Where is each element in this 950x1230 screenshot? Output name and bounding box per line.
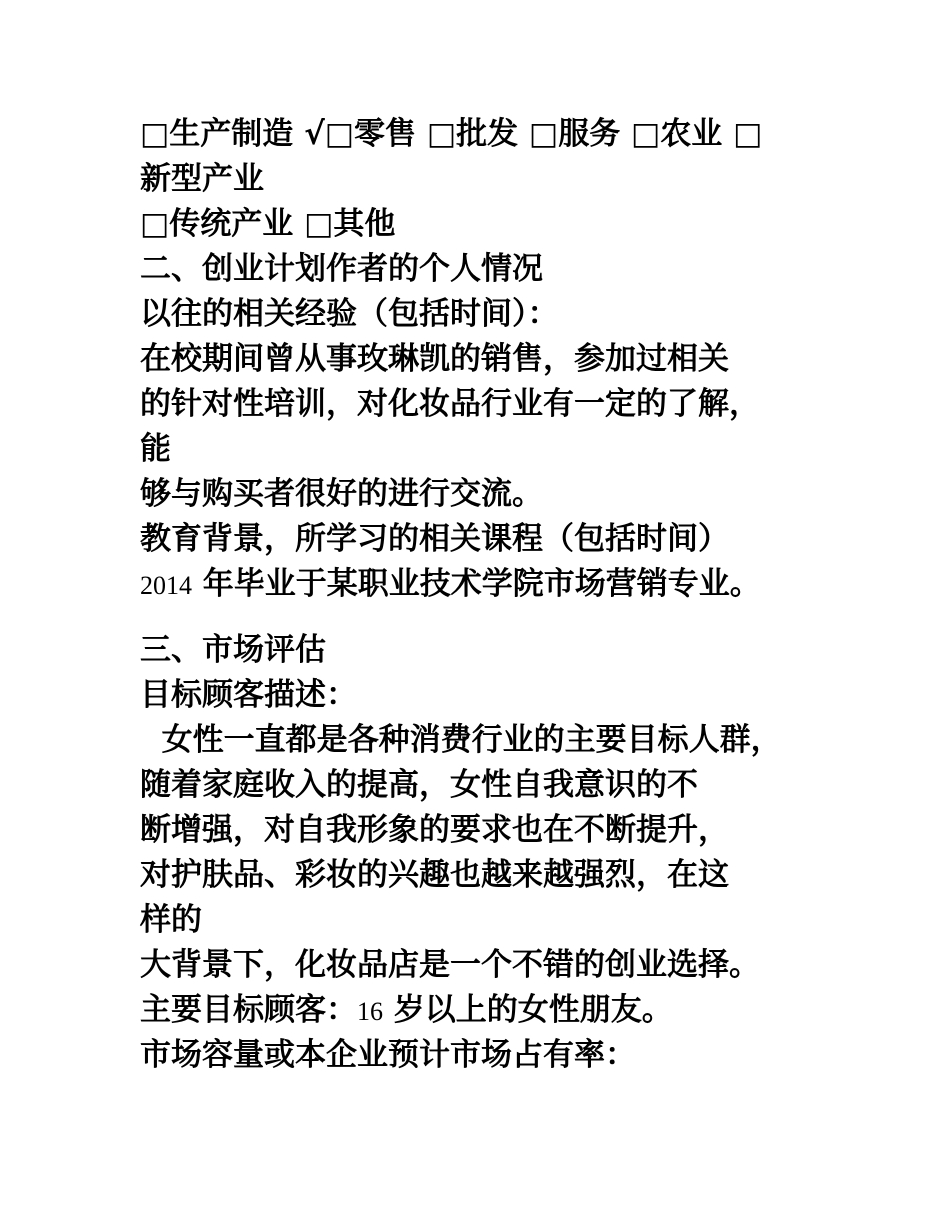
experience-text-line-2: 的针对性培训，对化妆品行业有一定的了解，: [140, 386, 760, 422]
education-year: 2014: [140, 571, 192, 600]
industry-options-line-1: □生产制造 √□零售 □批发 □服务 □农业 □: [140, 116, 763, 152]
main-target-age: 16: [357, 997, 383, 1026]
main-target-customer: [140, 988, 840, 1033]
experience-text-line-1: 在校期间曾从事玫琳凯的销售，参加过相关: [140, 341, 729, 377]
education-description: 年毕业于某职业技术学院市场营销专业。: [192, 566, 761, 602]
document-body: [140, 112, 840, 1078]
target-customer-text-line-4: 对护肤品、彩妆的兴趣也越来越强烈，在这: [140, 857, 729, 893]
education-label: 教育背景，所学习的相关课程（包括时间）: [140, 521, 729, 557]
target-customer-text-line-3: 断增强，对自我形象的要求也在不断提升，: [140, 812, 729, 848]
industry-options-line-2: 新型产业: [140, 161, 264, 197]
section-heading-author: 二、创业计划作者的个人情况: [140, 251, 543, 287]
industry-options-line-3: □传统产业 □其他: [140, 206, 396, 242]
target-customer-text-line-2: 随着家庭收入的提高，女性自我意识的不: [140, 767, 698, 803]
section-heading-market: 三、市场评估: [140, 632, 326, 668]
experience-text-line-3: 能: [140, 431, 171, 467]
main-target-suffix: 岁以上的女性朋友。: [383, 992, 673, 1028]
experience-text-line-4: 够与购买者很好的进行交流。: [140, 476, 543, 512]
target-customer-text-line-6: 大背景下，化妆品店是一个不错的创业选择。: [140, 947, 760, 983]
target-customer-text-line-1: 女性一直都是各种消费行业的主要目标人群，: [140, 722, 782, 758]
experience-label: 以往的相关经验（包括时间）：: [140, 296, 559, 332]
market-capacity-label: 市场容量或本企业预计市场占有率：: [140, 1037, 636, 1073]
target-customer-text-line-5: 样的: [140, 902, 202, 938]
target-customer-label: 目标顾客描述：: [140, 677, 357, 713]
education-text: [140, 562, 840, 607]
main-target-prefix: 主要目标顾客：: [140, 992, 357, 1028]
paragraph-gap: [140, 607, 840, 628]
